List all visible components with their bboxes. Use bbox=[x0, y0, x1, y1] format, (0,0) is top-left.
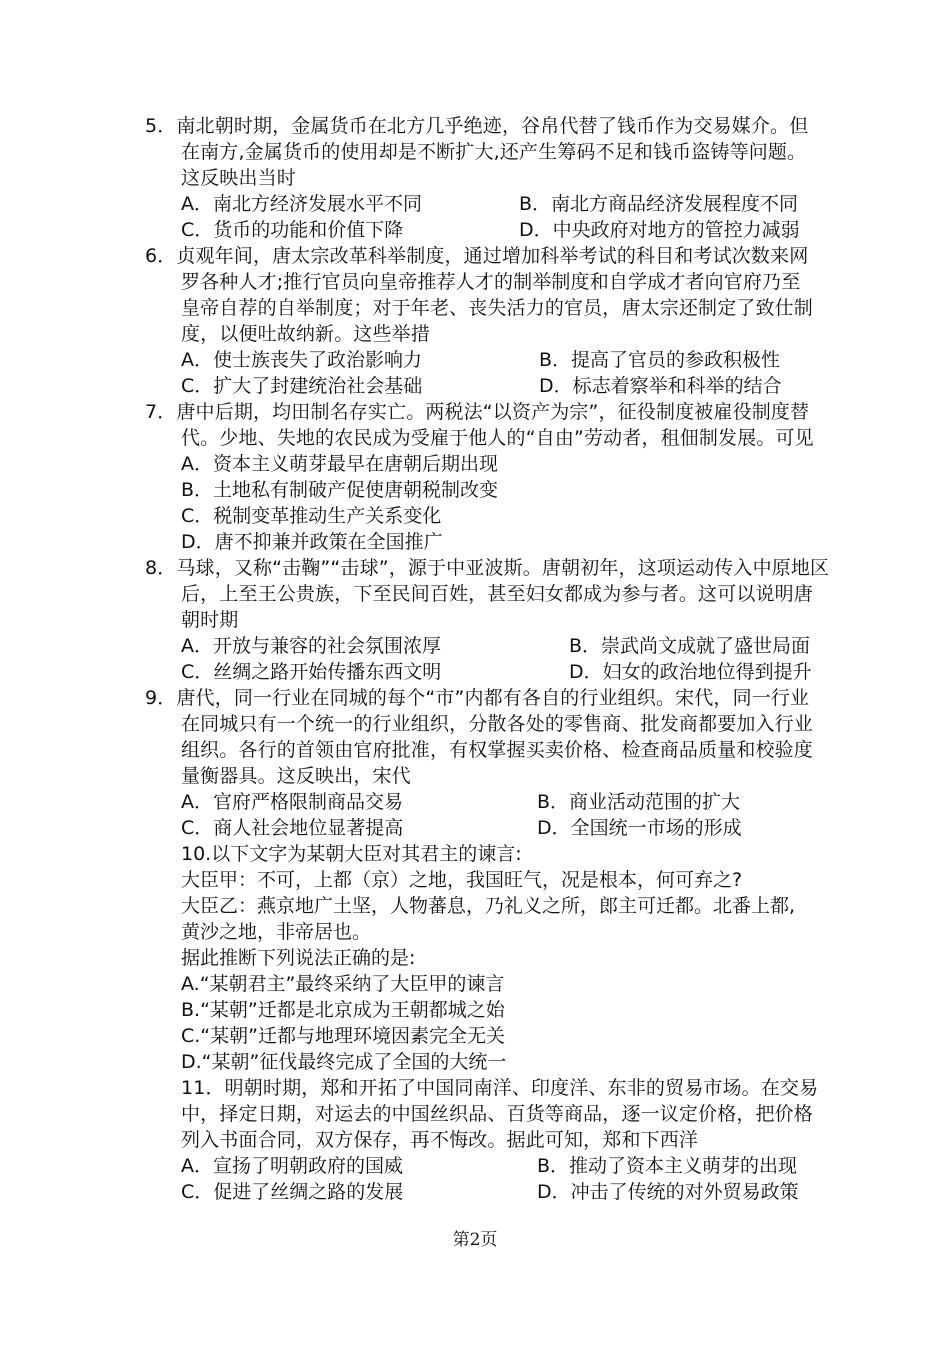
question-8-options-row bbox=[145, 633, 825, 659]
question-5 bbox=[145, 113, 825, 243]
question-5-option-b: B．南北方商品经济发展程度不同 bbox=[519, 193, 799, 215]
question-11-option-b: B．推动了资本主义萌芽的出现 bbox=[537, 1155, 798, 1177]
question-9-stem-line: 组织。各行的首领由官府批准，有权掌握买卖价格、检查商品质量和校验度 bbox=[181, 739, 813, 761]
question-10-option-a: A.“某朝君主”最终采纳了大臣甲的谏言 bbox=[181, 973, 505, 995]
question-10-prompt: 据此推断下列说法正确的是: bbox=[181, 947, 416, 969]
question-9-option-a: A．官府严格限制商品交易 bbox=[181, 791, 403, 813]
question-6-option-d: D．标志着察举和科举的结合 bbox=[539, 375, 782, 397]
question-7-option-d: D．唐不抑兼并政策在全国推广 bbox=[181, 531, 443, 553]
question-9-stem-line: 在同城只有一个统一的行业组织，分散各处的零售商、批发商都要加入行业 bbox=[181, 713, 813, 735]
question-9-stem-line: 量衡器具。这反映出，宋代 bbox=[181, 765, 411, 787]
question-5-option-a: A．南北方经济发展水平不同 bbox=[181, 193, 422, 215]
question-8-option-a: A．开放与兼容的社会氛围浓厚 bbox=[181, 635, 441, 657]
page-number: 第2页 bbox=[452, 1230, 498, 1250]
question-5-stem-line: 在南方,金属货币的使用却是不断扩大,还产生筹码不足和钱币盗铸等问题。 bbox=[181, 141, 807, 163]
question-11-stem-line: 列入书面合同，双方保存，再不悔改。据此可知，郑和下西洋 bbox=[181, 1129, 699, 1151]
question-5-stem-line: 5．南北朝时期，金属货币在北方几乎绝迹，谷帛代替了钱币作为交易媒介。但 bbox=[145, 115, 809, 137]
question-5-option-c: C．货币的功能和价值下降 bbox=[181, 219, 404, 241]
question-11-options-row bbox=[145, 1153, 825, 1179]
question-6-stem-line: 罗各种人才;推行官员向皇帝推荐人才的制举制度和自学成才者向官府乃至 bbox=[181, 271, 801, 293]
question-7 bbox=[145, 399, 825, 555]
question-7-option-b: B．土地私有制破产促使唐朝税制改变 bbox=[181, 479, 499, 501]
question-10-minister-b-cont: 黄沙之地，非帝居也。 bbox=[181, 921, 372, 943]
question-6 bbox=[145, 243, 825, 399]
question-list bbox=[145, 113, 830, 1205]
question-5-options-row bbox=[145, 217, 825, 243]
question-11-option-a: A．宣扬了明朝政府的国威 bbox=[181, 1155, 403, 1177]
question-11-option-c: C．促进了丝绸之路的发展 bbox=[181, 1181, 404, 1203]
question-8-stem-line: 8．马球，又称“击鞠”“击球”，源于中亚波斯。唐朝初年，这项运动传入中原地区 bbox=[145, 557, 830, 579]
question-8-stem-line: 朝时期 bbox=[181, 609, 239, 631]
question-6-options-row bbox=[145, 347, 825, 373]
question-7-option-c: C．税制变革推动生产关系变化 bbox=[181, 505, 442, 527]
question-9-options-row bbox=[145, 789, 825, 815]
question-6-option-c: C．扩大了封建统治社会基础 bbox=[181, 375, 423, 397]
question-7-option-a: A．资本主义萌芽最早在唐朝后期出现 bbox=[181, 453, 498, 475]
question-10-option-c: C.“某朝”迁都与地理环境因素完全无关 bbox=[181, 1025, 505, 1047]
question-5-option-d: D．中央政府对地方的管控力减弱 bbox=[519, 219, 800, 241]
question-11 bbox=[145, 1075, 825, 1205]
question-5-options-row bbox=[145, 191, 825, 217]
question-10-minister-a: 大臣甲：不可，上都（京）之地，我国旺气，况是根本，何可弃之? bbox=[181, 869, 743, 891]
question-10-stem-line: 10.以下文字为某朝大臣对其君主的谏言: bbox=[181, 843, 522, 865]
question-6-options-row bbox=[145, 373, 825, 399]
question-9-option-b: B．商业活动范围的扩大 bbox=[537, 791, 741, 813]
question-11-stem-line: 中，择定日期，对运去的中国丝织品、百货等商品，逐一议定价格，把价格 bbox=[181, 1103, 813, 1125]
question-7-stem-line: 7．唐中后期，均田制名存实亡。两税法“以资产为宗”，征役制度被雇役制度替 bbox=[145, 401, 810, 423]
question-9-stem-line: 9．唐代，同一行业在同城的每个“市”内都有各自的行业组织。宋代，同一行业 bbox=[145, 687, 810, 709]
question-9-option-d: D．全国统一市场的形成 bbox=[537, 817, 742, 839]
question-11-options-row bbox=[145, 1179, 825, 1205]
question-11-option-d: D．冲击了传统的对外贸易政策 bbox=[537, 1181, 799, 1203]
question-6-option-a: A．使士族丧失了政治影响力 bbox=[181, 349, 422, 371]
question-6-stem-line: 6．贞观年间，唐太宗改革科举制度，通过增加科举考试的科目和考试次数来网 bbox=[145, 245, 809, 267]
question-9 bbox=[145, 685, 825, 841]
question-6-option-b: B．提高了官员的参政积极性 bbox=[539, 349, 781, 371]
question-8-option-c: C．丝绸之路开始传播东西文明 bbox=[181, 661, 442, 683]
question-8-option-d: D．妇女的政治地位得到提升 bbox=[569, 661, 812, 683]
question-8-options-row bbox=[145, 659, 825, 685]
question-10-minister-b: 大臣乙：燕京地广土坚，人物蕃息，乃礼义之所，郎主可迁都。北番上都, bbox=[181, 895, 796, 917]
question-7-stem-line: 代。少地、失地的农民成为受雇于他人的“自由”劳动者，租佃制发展。可见 bbox=[181, 427, 814, 449]
question-8-option-b: B．崇武尚文成就了盛世局面 bbox=[569, 635, 811, 657]
question-10 bbox=[145, 841, 825, 1075]
question-6-stem-line: 皇帝自荐的自举制度；对于年老、丧失活力的官员，唐太宗还制定了致仕制 bbox=[181, 297, 813, 319]
question-6-stem-line: 度，以便吐故纳新。这些举措 bbox=[181, 323, 430, 345]
question-10-option-b: B.“某朝”迁都是北京成为王朝都城之始 bbox=[181, 999, 505, 1021]
question-5-stem-line: 这反映出当时 bbox=[181, 167, 296, 189]
question-10-option-d: D.“某朝”征伐最终完成了全国的大统一 bbox=[181, 1051, 507, 1073]
question-11-stem-line: 11．明朝时期，郑和开拓了中国同南洋、印度洋、东非的贸易市场。在交易 bbox=[181, 1077, 819, 1099]
question-8 bbox=[145, 555, 830, 685]
question-9-options-row bbox=[145, 815, 825, 841]
question-9-option-c: C．商人社会地位显著提高 bbox=[181, 817, 404, 839]
question-8-stem-line: 后，上至王公贵族，下至民间百姓，甚至妇女都成为参与者。这可以说明唐 bbox=[181, 583, 813, 605]
